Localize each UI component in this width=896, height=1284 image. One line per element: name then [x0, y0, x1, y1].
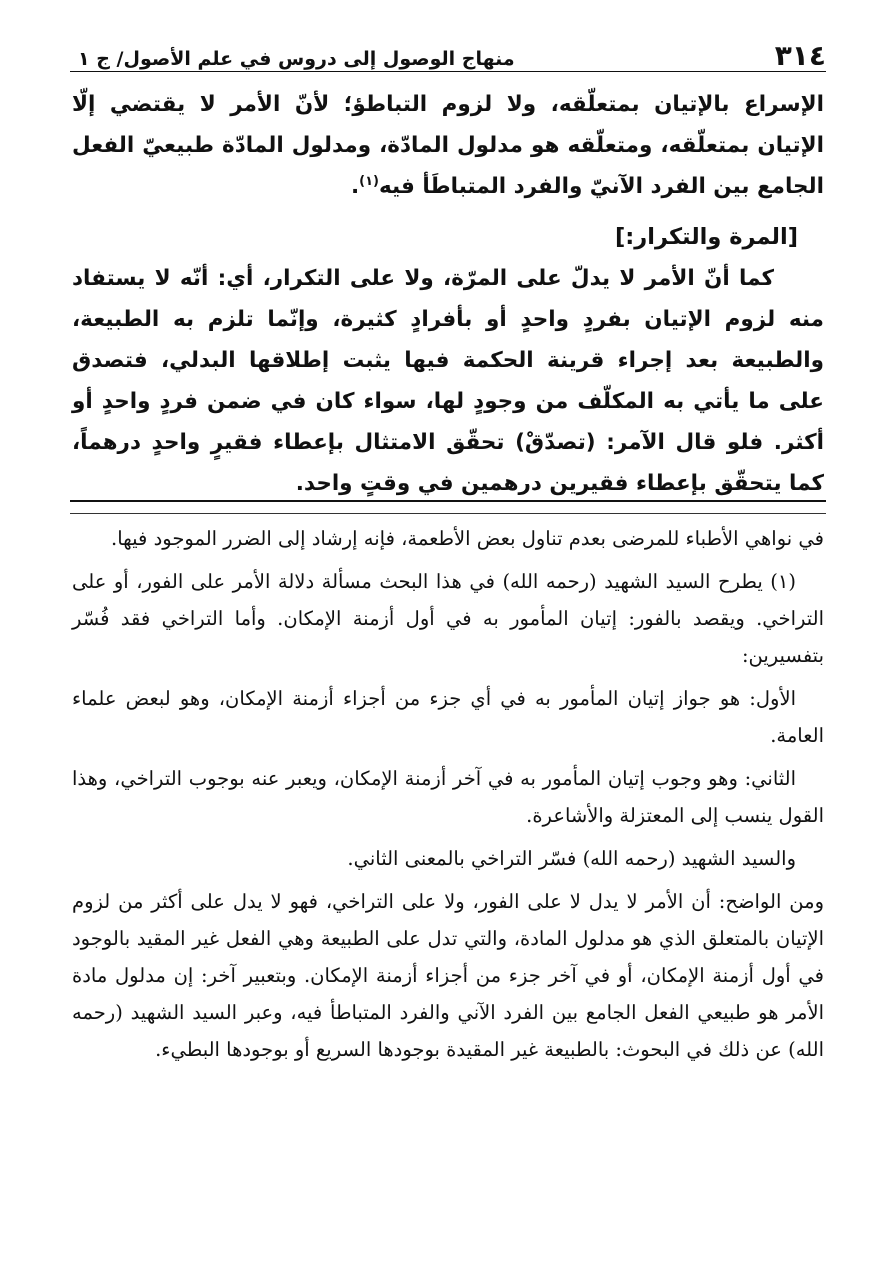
- footnote-shahid-view: والسيد الشهيد (رحمه الله) فسّر التراخي بالمعنى الثاني.: [347, 847, 796, 870]
- footnote-first-interpretation: الأول: هو جواز إتيان المأمور به في أي جزء من أجزاء أزمنة الإمكان، وهو لبعض علماء العامة.: [72, 687, 824, 747]
- paragraph-tardiness: [72, 84, 824, 207]
- footnote-ref-1: (١): [359, 173, 379, 189]
- footnote-conclusion: ومن الواضح: أن الأمر لا يدل لا على الفور، ولا على التراخي، فهو لا يدل على أكثر من لزوم الإتيان بالمتعلق الذي هو مدلول المادة، والتي تدل على الطبيعة وهي الفعل غير المقيد بالوجود في أول أزمنة الإمكان، أو في آخر جزء من أجزاء أزمنة الإمكان. وبتعبير آخر: إن مدلول مادة الأمر هو طبيعي الفعل الجامع بين الفرد الآني والفرد المتباطأ فيه، وعبر السيد الشهيد (رحمه الله) عن ذلك في البحوث: بالطبيعة غير المقيدة بوجودها السريع أو بوجودها البطيء.: [72, 890, 824, 1061]
- footnote-divider-light: [70, 513, 826, 514]
- paragraph-tardiness-text: الإسراع بالإتيان بمتعلّقه، ولا لزوم التباطؤ؛ لأنّ الأمر لا يقتضي إلّا الإتيان بمتعلّقه، ومتعلّقه هو مدلول المادّة، ومدلول المادّة طبيعيّ الفعل الجامع بين الفرد الآنيّ والفرد المتباطَأ فيه: [72, 92, 824, 199]
- page-number: ٣١٤: [774, 39, 826, 72]
- header-rule: [70, 71, 826, 72]
- footnote-divider-strong: [70, 500, 826, 502]
- paragraph-once-repetition: كما أنّ الأمر لا يدلّ على المرّة، ولا على التكرار، أي: أنّه لا يستفاد منه لزوم الإتيان بفردٍ واحدٍ أو بأفرادٍ كثيرة، وإنّما تلزم به الطبيعة، والطبيعة بعد إجراء قرينة الحكمة فيها يثبت إطلاقها البدلي، فتصدق على ما يأتي به المكلّف من وجودٍ لها، سواء كان في ضمن فردٍ واحدٍ أو أكثر. فلو قال الآمر: (تصدّقْ) تحقّق الامتثال بإعطاء فقيرٍ واحدٍ درهماً، كما يتحقّق بإعطاء فقيرين درهمين في وقتٍ واحد.: [72, 266, 824, 496]
- footnote-1: (١) يطرح السيد الشهيد (رحمه الله) في هذا البحث مسألة دلالة الأمر على الفور، أو على التراخي. ويقصد بالفور: إتيان المأمور به في أول أزمنة الإمكان. وأما التراخي فقد فُسّر بتفسيرين:: [72, 570, 824, 667]
- footnotes: [72, 520, 824, 1074]
- running-title: منهاج الوصول إلى دروس في علم الأصول/ ج ١: [78, 48, 515, 70]
- section-heading: [المرة والتكرار:]: [615, 224, 798, 250]
- main-text: [72, 84, 824, 504]
- paragraph-tardiness-end: .: [350, 174, 360, 199]
- footnote-continuation: في نواهي الأطباء للمرضى بعدم تناول بعض الأطعمة، فإنه إرشاد إلى الضرر الموجود فيها.: [111, 527, 824, 550]
- page-header: [70, 30, 826, 70]
- footnote-second-interpretation: الثاني: وهو وجوب إتيان المأمور به في آخر أزمنة الإمكان، ويعبر عنه بوجوب التراخي، وهذا القول ينسب إلى المعتزلة والأشاعرة.: [72, 767, 824, 827]
